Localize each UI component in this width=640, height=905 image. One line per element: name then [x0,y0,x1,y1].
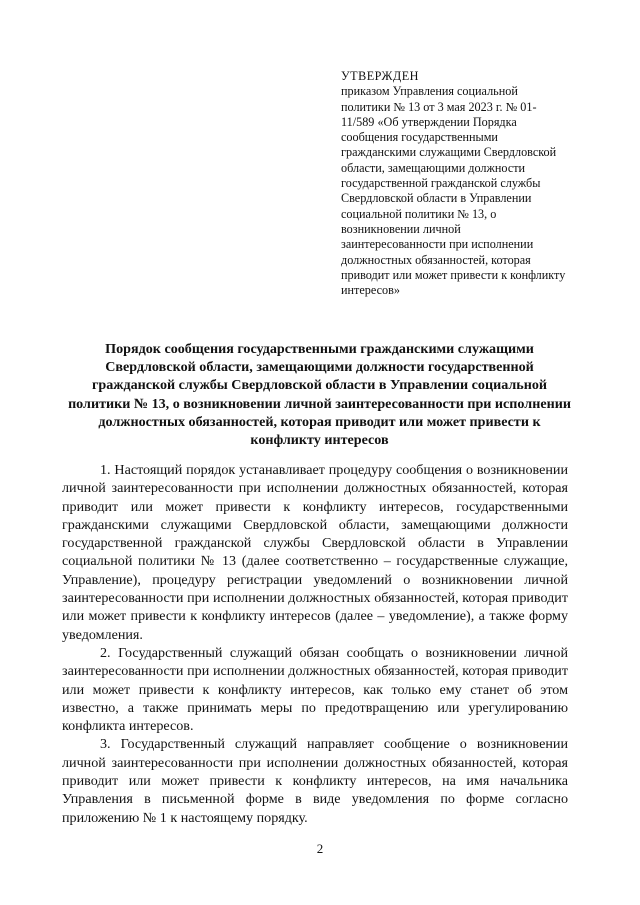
document-title: Порядок сообщения государственными гражданскими служащими Свердловской области, замещающими должности государственной гражданской службы Свердловской области в Управлении социальной политики № 13, о возникновении личной заинтересованности при исполнении должностных обязанностей, которая приводит или может привести к конфликту интересов [68,341,571,449]
approval-stamp [341,69,566,298]
page-number: 2 [316,841,324,856]
paragraph-1: 1. Настоящий порядок устанавливает процедуру сообщения о возникновении личной заинтересованности при исполнении должностных обязанностей, которая приводит или может привести к конфликту интересов, государственными гражданскими служащими Свердловской области, замещающими должности государственной гражданской службы Свердловской области в Управлении социальной политики № 13 (далее соответственно – государственные служащие, Управление), процедуру регистрации уведомлений о возникновении личной заинтересованности при исполнении должностных обязанностей, которая приводит или может привести к конфликту интересов (далее – уведомление), а также форму уведомления. [62,462,568,643]
approval-heading: УТВЕРЖДЕН [341,69,419,83]
paragraph-2: 2. Государственный служащий обязан сообщать о возникновении личной заинтересованности при исполнении должностных обязанностей, которая приводит или может привести к конфликту интересов, как только ему станет об этом известно, а также принимать меры по предотвращению или урегулированию конфликта интересов. [62,644,568,735]
paragraph-3: 3. Государственный служащий направляет сообщение о возникновении личной заинтересованности при исполнении должностных обязанностей, которая приводит или может привести к конфликту интересов, на имя начальника Управления в письменной форме в виде уведомления по форме согласно приложению № 1 к настоящему порядку. [62,736,568,826]
document-body [62,461,568,827]
approval-text: приказом Управления социальной политики № 13 от 3 мая 2023 г. № 01-11/589 «Об утверждении Порядка сообщения государственными гражданскими служащими Свердловской области, замещающими должности государственной гражданской службы Свердловской области в Управлении социальной политики № 13, о возникновении личной заинтересованности при исполнении должностных обязанностей, которая приводит или может привести к конфликту интересов» [341,84,566,298]
